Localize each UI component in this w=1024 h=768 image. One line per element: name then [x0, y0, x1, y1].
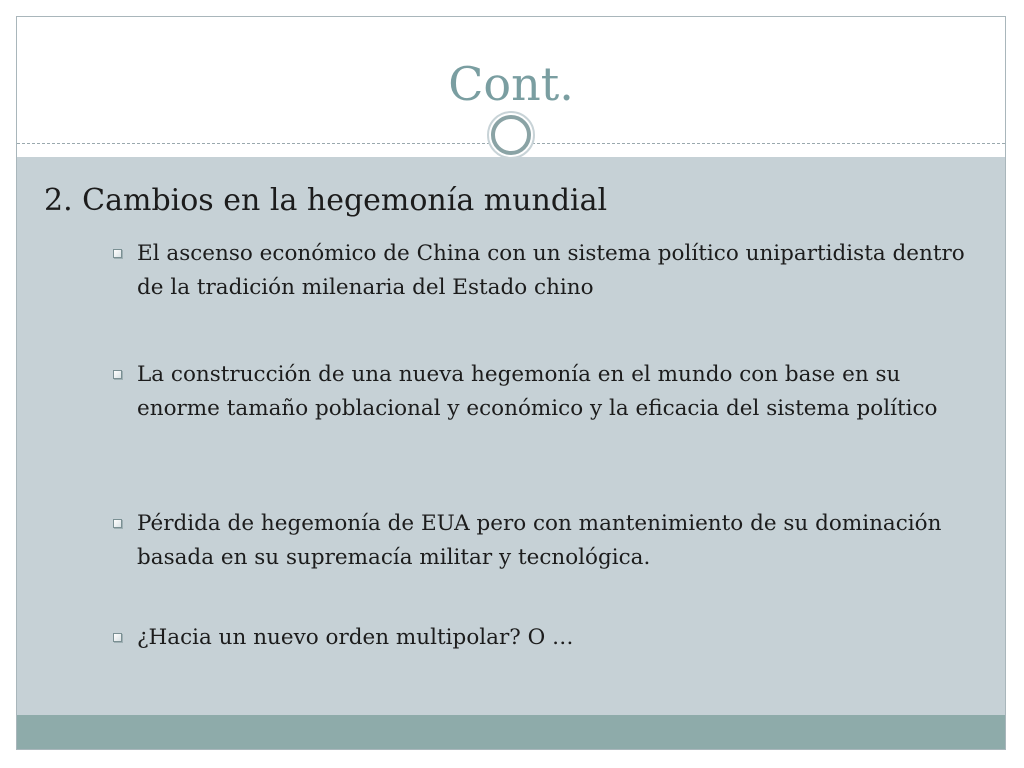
slide-title: Cont. — [448, 57, 574, 111]
bullet-text: El ascenso económico de China con un sistema político unipartidista dentro de la tradición milenaria del Estado chino — [137, 241, 965, 300]
square-bullet-icon — [113, 633, 122, 642]
footer-bar — [17, 715, 1005, 750]
square-bullet-icon — [113, 370, 122, 379]
bullet-text: La construcción de una nueva hegemonía en el mundo con base en su enorme tamaño poblacional y económico y la eficacia del sistema político — [137, 362, 938, 421]
list-item — [113, 237, 973, 305]
bullet-text: Pérdida de hegemonía de EUA pero con mantenimiento de su dominación basada en su supremacía militar y tecnológica. — [137, 511, 942, 570]
list-item — [113, 507, 973, 575]
list-item — [113, 621, 973, 655]
section-heading: 2. Cambios en la hegemonía mundial — [44, 183, 608, 218]
square-bullet-icon — [113, 519, 122, 528]
bullet-text: ¿Hacia un nuevo orden multipolar? O … — [137, 625, 574, 650]
slide — [16, 16, 1006, 750]
list-item — [113, 358, 973, 426]
ring-ornament-inner-icon — [491, 115, 531, 155]
square-bullet-icon — [113, 249, 122, 258]
